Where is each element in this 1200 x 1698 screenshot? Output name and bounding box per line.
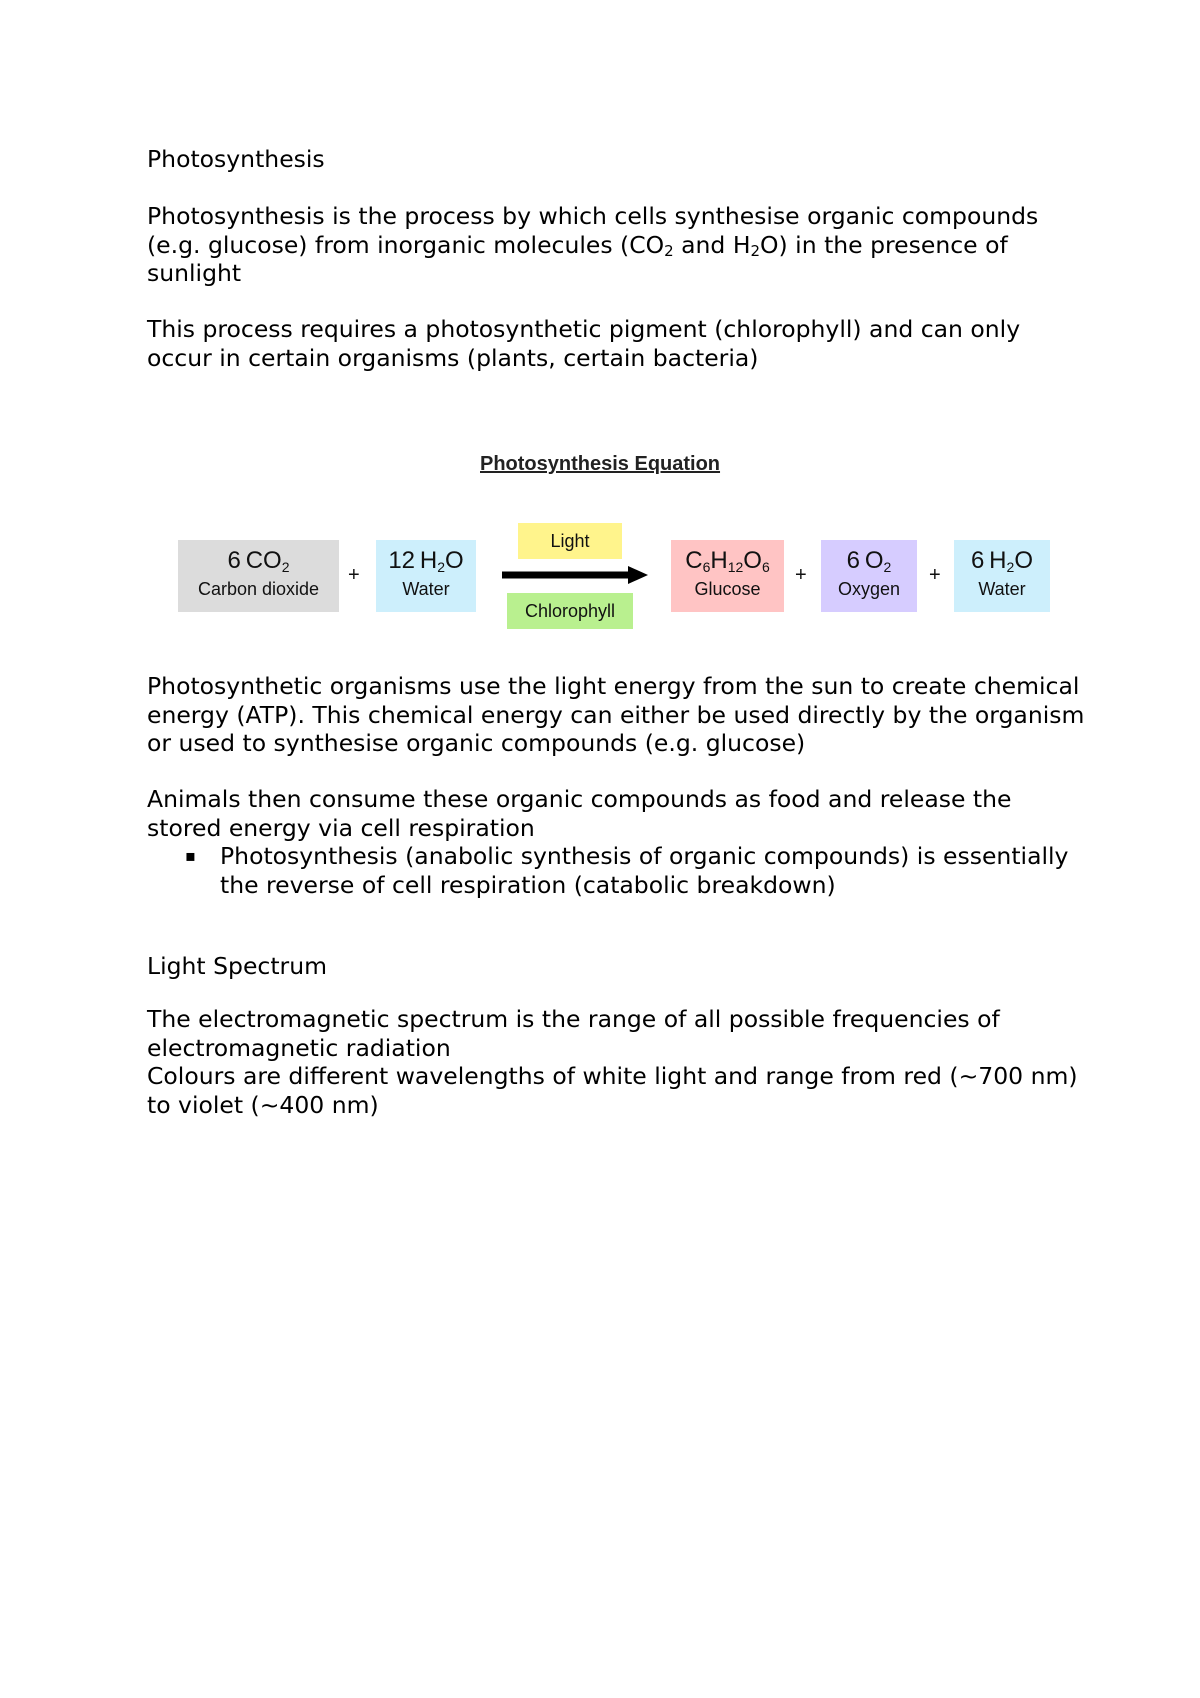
formula: 12 $H_2O$ [388,547,464,575]
bullet-icon: ▪ [185,846,196,865]
list-item [147,842,1087,899]
paragraph-colours: Colours are different wavelengths of white light and range from red (~700 nm) to violet (~400 nm) [147,1062,1078,1119]
definition-sub-2: 2 [750,241,761,260]
definition-text-b: and H [673,230,751,259]
paragraph-light-energy: Photosynthetic organisms use the light energy from the sun to create chemical energy (ATP). This chemical energy can either be used directly by the organism or used to synthesise organic compounds (e.g. glucose) [147,672,1085,757]
compound-name: Glucose [694,579,761,599]
compound-name: Carbon dioxide [197,579,320,599]
condition-light: Light [518,523,622,559]
compound-name: Oxygen [837,579,901,599]
definition-text-c: O) in the presence of sunlight [147,230,1008,287]
formula: $C_6H_{12}O_6$ [685,547,770,575]
definition-sub-1: 2 [664,241,674,260]
formula: 6 $O_2$ [846,547,892,575]
paragraph-definition [147,202,1087,288]
compound-name: Water [978,579,1026,599]
plus-sign: + [348,564,360,586]
heading-light-spectrum: Light Spectrum [147,952,327,980]
bullet-text: Photosynthesis (anabolic synthesis of organic compounds) is essentially the reverse of cell respiration (catabolic breakdown) [220,842,1069,899]
formula: 6 $H_2O$ [971,547,1033,575]
definition-text-a: Photosynthesis is the process by which cells synthesise organic compounds (e.g. glucose) from inorganic molecules (CO [147,202,1039,259]
reactant-water [376,540,476,612]
bullet-list [147,842,1087,899]
paragraph-pigment: This process requires a photosynthetic pigment (chlorophyll) and can only occur in certain organisms (plants, certain bacteria) [147,315,1021,372]
product-glucose [671,540,784,612]
product-oxygen [821,540,917,612]
paragraph-em-spectrum: The electromagnetic spectrum is the range of all possible frequencies of electromagnetic radiation [147,1005,1000,1062]
plus-sign: + [929,564,941,586]
compound-name: Water [402,579,450,599]
reaction-arrow-icon [500,563,650,587]
equation-title: Photosynthesis Equation [480,453,721,475]
formula: 6 $CO_2$ [227,547,290,575]
paragraph-animals: Animals then consume these organic compounds as food and release the stored energy via cell respiration [147,785,1012,842]
heading-photosynthesis: Photosynthesis [147,145,325,173]
product-water [954,540,1050,612]
reactant-carbon-dioxide [178,540,339,612]
plus-sign: + [795,564,807,586]
condition-chlorophyll: Chlorophyll [507,593,633,629]
